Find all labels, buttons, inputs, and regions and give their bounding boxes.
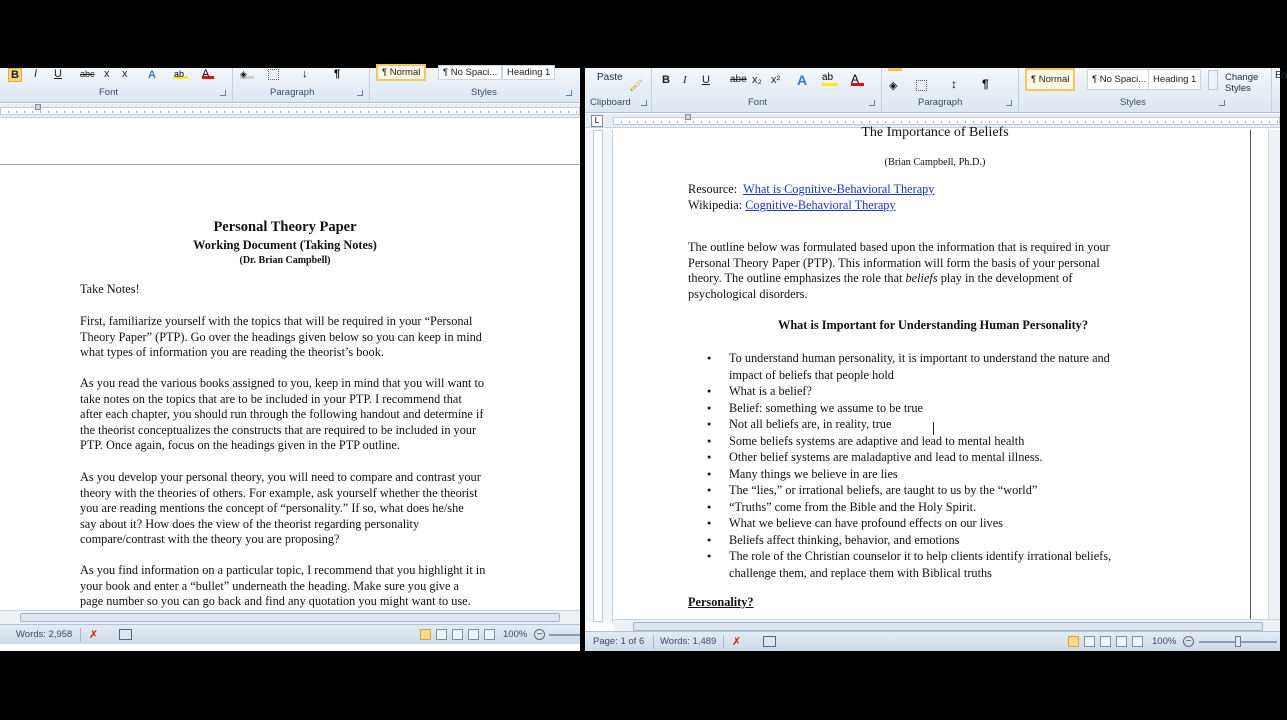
list-item: ● Some beliefs systems are adaptive and lead to mental health: [688, 433, 1111, 450]
print-layout-view-button[interactable]: [420, 629, 431, 640]
strikethrough-button[interactable]: abe: [730, 74, 747, 85]
section-heading: What is Important for Understanding Human Personality?: [778, 318, 1088, 332]
left-word-window: [0, 68, 580, 651]
page-edge: [1250, 130, 1251, 622]
paragraph-4: As you find information on a particular topic, I recommend that you highlight it in your book and enter a “bullet” underneath the heading. Make sure you give a page number so you can go back and find any quotation you might want to use.: [80, 563, 486, 609]
italic-button[interactable]: I: [34, 68, 38, 80]
right-ribbon: [585, 68, 1287, 113]
wikipedia-link[interactable]: Cognitive-Behavioral Therapy: [745, 198, 896, 212]
outline-view-button[interactable]: [1116, 636, 1127, 647]
shading-icon[interactable]: ◈: [889, 80, 898, 92]
shading-icon[interactable]: ◈: [240, 69, 254, 79]
full-screen-view-button[interactable]: [1084, 636, 1095, 647]
list-item: ● “Truths” come from the Bible and the Holy Spirit.: [688, 499, 1111, 516]
wikipedia-line: Wikipedia: Cognitive-Behavioral Therapy: [688, 198, 896, 212]
styles-group-label: Styles: [471, 87, 497, 98]
right-word-window: [585, 68, 1287, 651]
borders-icon[interactable]: [268, 69, 279, 80]
paragraph-dialog-launcher[interactable]: [357, 90, 363, 96]
zoom-out-icon[interactable]: −: [534, 629, 545, 640]
font-dialog-launcher[interactable]: [869, 100, 875, 106]
left-document-area[interactable]: [0, 120, 580, 610]
zoom-out-icon[interactable]: −: [1183, 636, 1194, 647]
list-item: ● The “lies,” or irrational beliefs, are taught to us by the “world”: [688, 482, 1111, 499]
strikethrough-button[interactable]: abc: [80, 69, 95, 79]
word-count[interactable]: Words: 1,489: [660, 636, 717, 647]
draft-view-button[interactable]: [1132, 636, 1143, 647]
divider: [232, 68, 233, 101]
list-item: ● Belief: something we assume to be true: [688, 400, 1111, 417]
left-status-bar: [0, 624, 580, 644]
highlight-icon[interactable]: ab: [174, 69, 188, 79]
beliefs-bullet-list: [688, 350, 1111, 581]
resource-line: Resource: What is Cognitive-Behavioral Therapy: [688, 182, 935, 196]
list-item: ● Not all beliefs are, in reality, true: [688, 416, 1111, 433]
list-item: ● The role of the Christian counselor it to help clients identify irrational beliefs, challenge them, and replace them with Biblical truths: [688, 548, 1111, 581]
list-item: ● Other belief systems are maladaptive and lead to mental illness.: [688, 449, 1111, 466]
resource-link[interactable]: What is Cognitive-Behavioral Therapy: [743, 182, 935, 196]
web-layout-view-button[interactable]: [1100, 636, 1111, 647]
font-group-label: Font: [99, 87, 119, 98]
zoom-level[interactable]: 100%: [1152, 636, 1177, 647]
sort-icon[interactable]: ↓: [302, 68, 308, 80]
text-cursor: [933, 422, 935, 435]
list-item: ● Many things we believe in are lies: [688, 466, 1111, 483]
zoom-slider[interactable]: [549, 634, 580, 636]
bullets-icon[interactable]: [888, 68, 902, 71]
indent-marker[interactable]: [685, 114, 691, 120]
superscript-button[interactable]: x²: [771, 74, 781, 86]
paste-button[interactable]: Paste: [597, 72, 623, 83]
text-effects-icon[interactable]: A: [148, 69, 156, 81]
style-normal[interactable]: ¶ Normal: [1025, 68, 1075, 91]
doc-subtitle: Working Document (Taking Notes): [193, 238, 377, 252]
underline-button[interactable]: U: [702, 74, 710, 86]
print-layout-view-button[interactable]: [1068, 636, 1079, 647]
clipboard-dialog-launcher[interactable]: [641, 100, 647, 106]
style-heading-1[interactable]: Heading 1: [1148, 69, 1201, 90]
left-ribbon: [0, 68, 580, 103]
superscript-button[interactable]: x: [122, 68, 128, 80]
zoom-level[interactable]: 100%: [503, 629, 528, 640]
vertical-ruler: [585, 130, 613, 622]
paragraph-2: As you read the various books assigned to you, keep in mind that you will want to take notes on the topics that are to be included in your PTP. I recommend that after each chapter, you should run through the following handout and determine if the theorist conceptualizes the constructs that are required to be included in your PTP. Once again, focus on the headings given in the PTP outline.: [80, 376, 485, 453]
list-item: ● Beliefs affect thinking, behavior, and emotions: [688, 532, 1111, 549]
right-status-bar: [585, 631, 1280, 651]
subscript-button[interactable]: x: [104, 68, 110, 80]
text-effects-icon[interactable]: A: [797, 72, 808, 88]
pilcrow-icon[interactable]: ¶: [982, 77, 989, 91]
intro-paragraph: The outline below was formulated based upon the information that is required in your Personal Theory Paper (PTP). This information will form the basis of your personal theory. The outline emphasizes the role that beliefs play in the development of psychological disorders.: [688, 240, 1110, 301]
editing-button[interactable]: Ed: [1275, 70, 1287, 81]
doc-title: The Importance of Beliefs: [861, 125, 1009, 140]
pilcrow-icon[interactable]: ¶: [334, 68, 341, 80]
styles-dialog-launcher[interactable]: [566, 90, 572, 96]
highlight-icon[interactable]: ab: [822, 72, 838, 86]
doc-title: Personal Theory Paper: [213, 219, 357, 235]
proofing-icon[interactable]: ✗: [732, 636, 742, 648]
macro-icon[interactable]: [763, 636, 776, 647]
font-group-label: Font: [748, 97, 768, 108]
paragraph-1: First, familiarize yourself with the topics that will be required in your “Personal Theory Paper” (PTP). Go over the headings given below so you can keep in mind what types of information you are reading the theorist’s book.: [80, 314, 482, 360]
change-styles-button[interactable]: Change Styles: [1225, 72, 1259, 94]
paragraph-3: As you develop your personal theory, you will need to compare and contrast your theory with the theories of others. For example, ask yourself whether the theorist you are reading mentions the concept of “personality.” If so, what does he/she say about it? How does the view of the theorist regarding personality compare/contrast with the theory you are proposing?: [80, 470, 481, 547]
sort-icon[interactable]: ↕: [951, 77, 957, 91]
italic-button[interactable]: I: [683, 74, 687, 86]
font-color-button[interactable]: A: [202, 68, 214, 79]
styles-scroll-icon[interactable]: [1208, 70, 1218, 90]
outline-view-button[interactable]: [468, 629, 479, 640]
format-painter-icon[interactable]: 🖌: [629, 80, 643, 92]
draft-view-button[interactable]: [484, 629, 495, 640]
style-heading-1[interactable]: Heading 1: [502, 65, 555, 80]
subscript-button[interactable]: x₂: [752, 74, 762, 86]
scroll-thumb[interactable]: [20, 613, 560, 622]
proofing-icon[interactable]: ✗: [89, 629, 99, 641]
left-ruler[interactable]: [0, 104, 580, 118]
indent-marker[interactable]: [35, 104, 41, 110]
web-layout-view-button[interactable]: [452, 629, 463, 640]
styles-dialog-launcher[interactable]: [1219, 100, 1225, 106]
personality-heading: Personality?: [688, 595, 754, 609]
tab-selector-icon[interactable]: L: [591, 115, 603, 127]
font-color-icon[interactable]: A: [851, 72, 864, 86]
paragraph-group-label: Paragraph: [918, 97, 963, 108]
font-dialog-launcher[interactable]: [220, 90, 226, 96]
paragraph-group-label: Paragraph: [270, 87, 315, 98]
style-no-spacing[interactable]: ¶ No Spaci...: [438, 65, 502, 80]
style-normal[interactable]: ¶ Normal: [376, 64, 426, 81]
doc-author: (Brian Campbell, Ph.D.): [884, 157, 986, 168]
paragraph-dialog-launcher[interactable]: [1006, 100, 1012, 106]
page-count[interactable]: Page: 1 of 6: [593, 636, 645, 647]
list-item: ● To understand human personality, it is important to understand the nature and impact of beliefs that people hold: [688, 350, 1111, 383]
take-notes: Take Notes!: [80, 282, 140, 296]
right-vertical-scrollbar[interactable]: [1268, 130, 1280, 622]
divider: [369, 68, 370, 101]
full-screen-view-button[interactable]: [436, 629, 447, 640]
page-break-line: [0, 164, 580, 165]
zoom-slider-thumb[interactable]: [1235, 636, 1241, 647]
underline-button[interactable]: U: [54, 68, 62, 80]
bold-button[interactable]: B: [8, 68, 22, 82]
bold-button[interactable]: B: [662, 74, 670, 86]
left-horizontal-scrollbar[interactable]: [0, 610, 580, 624]
right-document-area[interactable]: [585, 125, 1280, 622]
style-no-spacing[interactable]: ¶ No Spaci...: [1087, 69, 1151, 90]
clipboard-group-label: Clipboard: [590, 97, 631, 108]
doc-author: (Dr. Brian Campbell): [239, 255, 331, 266]
styles-group-label: Styles: [1120, 97, 1146, 108]
list-item: ● What is a belief?: [688, 383, 1111, 400]
macro-icon[interactable]: [119, 629, 132, 640]
scroll-thumb[interactable]: [633, 622, 1263, 631]
borders-icon[interactable]: [916, 80, 927, 91]
word-count[interactable]: Words: 2,958: [16, 629, 73, 640]
list-item: ● What we believe can have profound effects on our lives: [688, 515, 1111, 532]
